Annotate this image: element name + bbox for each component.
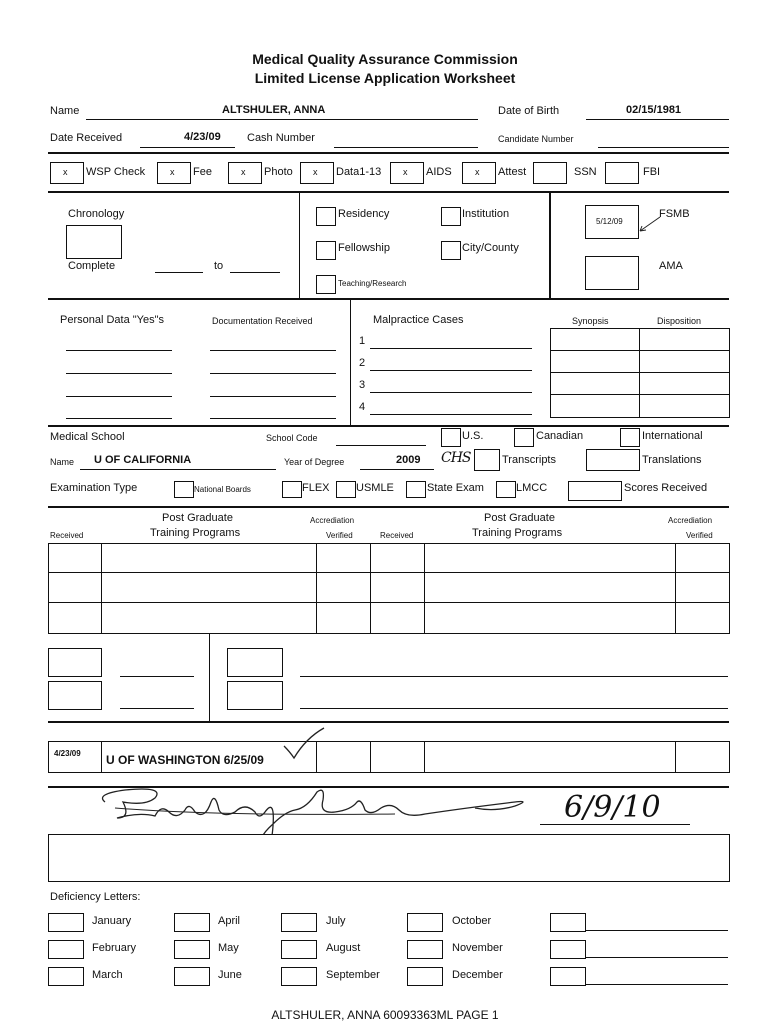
documentation-line <box>210 396 336 397</box>
fee-mark: x <box>170 167 175 177</box>
personal-line <box>66 373 172 374</box>
month-label: August <box>326 942 361 954</box>
year-of-degree-label: Year of Degree <box>284 457 345 467</box>
month-line <box>585 984 728 985</box>
month-checkbox[interactable] <box>281 913 317 932</box>
chronology-box[interactable] <box>66 225 122 259</box>
us-checkbox[interactable] <box>441 428 461 447</box>
month-line <box>585 957 728 958</box>
month-checkbox[interactable] <box>407 940 443 959</box>
school-code-line <box>336 445 426 446</box>
residency-checkbox[interactable] <box>316 207 336 226</box>
ama-box[interactable] <box>585 256 639 290</box>
case-line <box>370 370 532 371</box>
synopsis-label: Synopsis <box>572 316 609 326</box>
name-line <box>86 119 478 120</box>
teaching-checkbox[interactable] <box>316 275 336 294</box>
grid-line <box>550 372 729 373</box>
grid-line <box>550 350 729 351</box>
to-label: to <box>214 260 224 272</box>
month-checkbox[interactable] <box>48 913 84 932</box>
city-county-checkbox[interactable] <box>441 241 461 260</box>
check-arrow-icon <box>636 215 662 235</box>
dob-value[interactable]: 02/15/1981 <box>626 104 682 116</box>
data-mark: x <box>313 167 318 177</box>
state-exam-checkbox[interactable] <box>406 481 426 498</box>
divider <box>48 298 729 300</box>
photo-mark: x <box>241 167 246 177</box>
pg-header-line2: Training Programs <box>150 527 241 539</box>
accred2-header-line2: Verified <box>686 531 713 540</box>
school-name-line <box>80 469 276 470</box>
form-title-line1: Medical Quality Assurance Commission <box>252 51 518 67</box>
accred-header-line1: Accrediation <box>310 516 355 525</box>
transcripts-box[interactable] <box>474 449 500 471</box>
divider <box>48 425 729 427</box>
us-label: U.S. <box>462 430 484 442</box>
month-checkbox[interactable] <box>550 940 586 959</box>
complete-label: Complete <box>68 260 116 272</box>
ssn-box[interactable] <box>533 162 567 184</box>
table-col-line <box>316 543 317 633</box>
divider <box>209 633 210 721</box>
page-footer: ALTSHULER, ANNA 60093363ML PAGE 1 <box>271 1008 499 1022</box>
school-name-value[interactable]: U OF CALIFORNIA <box>94 454 192 466</box>
table-col-line <box>424 741 425 772</box>
month-label: June <box>218 969 242 981</box>
table-col-line <box>101 741 102 772</box>
flex-checkbox[interactable] <box>282 481 302 498</box>
divider <box>48 191 729 193</box>
chronology-label: Chronology <box>68 208 125 220</box>
name-label: Name <box>50 105 80 117</box>
month-label: September <box>326 969 380 981</box>
table-col-line <box>675 543 676 633</box>
month-label: May <box>218 942 239 954</box>
personal-data-label: Personal Data "Yes"s <box>60 314 165 326</box>
medical-school-label: Medical School <box>50 431 125 443</box>
entry-program-text[interactable]: U OF WASHINGTON 6/25/09 <box>106 753 264 767</box>
disposition-label: Disposition <box>657 316 702 326</box>
month-checkbox[interactable] <box>174 967 210 986</box>
divider <box>48 152 729 154</box>
institution-checkbox[interactable] <box>441 207 461 226</box>
ama-label: AMA <box>659 260 683 272</box>
pg2-header-line1: Post Graduate <box>484 512 555 524</box>
school-name-label: Name <box>50 457 75 467</box>
photo-label: Photo <box>264 166 293 178</box>
entry-line <box>120 708 194 709</box>
case-line <box>370 414 532 415</box>
scores-received-label: Scores Received <box>624 482 708 494</box>
complete-from-line <box>155 272 203 273</box>
case-line <box>370 392 532 393</box>
wsp-check-label: WSP Check <box>86 166 146 178</box>
documentation-line <box>210 373 336 374</box>
documentation-label: Documentation Received <box>212 316 313 326</box>
canadian-label: Canadian <box>536 430 584 442</box>
entry-line <box>300 676 728 677</box>
month-checkbox[interactable] <box>550 967 586 986</box>
teaching-label: Teaching/Research <box>338 279 407 288</box>
accred2-header-line1: Accrediation <box>668 516 713 525</box>
personal-line <box>66 350 172 351</box>
deficiency-label: Deficiency Letters: <box>50 891 141 903</box>
date-received-line <box>140 147 235 148</box>
month-label: October <box>452 915 492 927</box>
divider <box>299 192 300 298</box>
month-line <box>585 930 728 931</box>
fbi-label: FBI <box>643 166 661 178</box>
month-label: April <box>218 915 241 927</box>
month-checkbox[interactable] <box>48 967 84 986</box>
state-exam-label: State Exam <box>427 482 484 494</box>
case-number: 2 <box>359 357 366 369</box>
table-col-line <box>370 741 371 772</box>
entry-line <box>120 676 194 677</box>
institution-label: Institution <box>462 208 510 220</box>
entry-received-date[interactable]: 4/23/09 <box>54 749 81 758</box>
fbi-box[interactable] <box>605 162 639 184</box>
fee-label: Fee <box>193 166 212 178</box>
cash-number-label: Cash Number <box>247 132 315 144</box>
usmle-label: USMLE <box>356 482 394 494</box>
international-checkbox[interactable] <box>620 428 640 447</box>
month-checkbox[interactable] <box>550 913 586 932</box>
ssn-label: SSN <box>574 166 597 178</box>
pg2-header-line2: Training Programs <box>472 527 563 539</box>
entry-box[interactable] <box>227 648 283 677</box>
candidate-number-label: Candidate Number <box>498 134 574 144</box>
scores-box[interactable] <box>568 481 622 501</box>
aids-mark: x <box>403 167 408 177</box>
fellowship-label: Fellowship <box>338 242 390 254</box>
aids-label: AIDS <box>426 166 452 178</box>
data-label: Data1-13 <box>336 166 382 178</box>
year-line <box>360 469 434 470</box>
checkmark-icon <box>282 726 326 762</box>
national-boards-checkbox[interactable] <box>174 481 194 498</box>
attest-mark: x <box>475 167 480 177</box>
school-code-label: School Code <box>266 433 318 443</box>
month-checkbox[interactable] <box>407 967 443 986</box>
case-number: 1 <box>359 335 366 347</box>
accred-header-line2: Verified <box>326 531 353 540</box>
date-received-label: Date Received <box>50 132 123 144</box>
table-col-line <box>101 543 102 633</box>
table-col-line <box>370 543 371 633</box>
fellowship-checkbox[interactable] <box>316 241 336 260</box>
translations-label: Translations <box>642 454 702 466</box>
canadian-checkbox[interactable] <box>514 428 534 447</box>
divider <box>350 299 351 425</box>
table-col-line <box>675 741 676 772</box>
month-label: November <box>452 942 503 954</box>
table-row-line <box>48 602 729 603</box>
entry-line <box>300 708 728 709</box>
usmle-checkbox[interactable] <box>336 481 356 498</box>
entry-box[interactable] <box>48 648 102 677</box>
case-number: 4 <box>359 401 366 413</box>
flex-label: FLEX <box>302 482 330 494</box>
received-header: Received <box>50 531 84 540</box>
month-checkbox[interactable] <box>174 913 210 932</box>
month-label: January <box>92 915 132 927</box>
entry-box[interactable] <box>48 681 102 710</box>
fsmb-date[interactable]: 5/12/09 <box>596 217 623 226</box>
month-checkbox[interactable] <box>281 940 317 959</box>
divider <box>48 506 729 508</box>
divider <box>549 192 551 298</box>
fsmb-label: FSMB <box>659 208 690 220</box>
grid-line <box>550 394 729 395</box>
dob-label: Date of Birth <box>498 105 560 117</box>
cash-number-line <box>334 147 478 148</box>
residency-label: Residency <box>338 208 390 220</box>
attest-label: Attest <box>498 166 527 178</box>
personal-line <box>66 418 172 419</box>
complete-to-line <box>230 272 280 273</box>
malpractice-label: Malpractice Cases <box>373 314 464 326</box>
wsp-check-mark: x <box>63 167 68 177</box>
translations-box[interactable] <box>586 449 640 471</box>
lmcc-checkbox[interactable] <box>496 481 516 498</box>
handwritten-initials: CHS <box>441 450 471 466</box>
synopsis-grid <box>550 328 730 418</box>
month-checkbox[interactable] <box>281 967 317 986</box>
case-number: 3 <box>359 379 366 391</box>
month-label: July <box>326 915 346 927</box>
form-title-line2: Limited License Application Worksheet <box>254 70 516 86</box>
month-label: December <box>452 969 503 981</box>
received-header-2: Received <box>380 531 414 540</box>
entry-box[interactable] <box>227 681 283 710</box>
divider <box>639 328 640 418</box>
month-checkbox[interactable] <box>174 940 210 959</box>
divider <box>48 721 729 723</box>
training-table <box>48 543 730 634</box>
candidate-number-line <box>598 147 729 148</box>
date-received-value[interactable]: 4/23/09 <box>184 131 221 143</box>
documentation-line <box>210 350 336 351</box>
pg-header-line1: Post Graduate <box>162 512 233 524</box>
personal-line <box>66 396 172 397</box>
exam-type-label: Examination Type <box>50 482 138 494</box>
signature-date-line <box>540 824 690 825</box>
international-label: International <box>642 430 703 442</box>
signature-date: 6/9/10 <box>564 790 661 825</box>
comments-box[interactable] <box>48 834 730 882</box>
month-checkbox[interactable] <box>48 940 84 959</box>
applicant-name[interactable]: ALTSHULER, ANNA <box>222 104 326 116</box>
transcripts-label: Transcripts <box>502 454 556 466</box>
month-label: February <box>92 942 137 954</box>
city-county-label: City/County <box>462 242 519 254</box>
case-line <box>370 348 532 349</box>
documentation-line <box>210 418 336 419</box>
lmcc-label: LMCC <box>516 482 548 494</box>
table-col-line <box>424 543 425 633</box>
national-boards-label: National Boards <box>194 485 251 494</box>
table-row-line <box>48 572 729 573</box>
month-checkbox[interactable] <box>407 913 443 932</box>
month-label: March <box>92 969 123 981</box>
year-of-degree-value[interactable]: 2009 <box>396 454 421 466</box>
dob-line <box>586 119 729 120</box>
